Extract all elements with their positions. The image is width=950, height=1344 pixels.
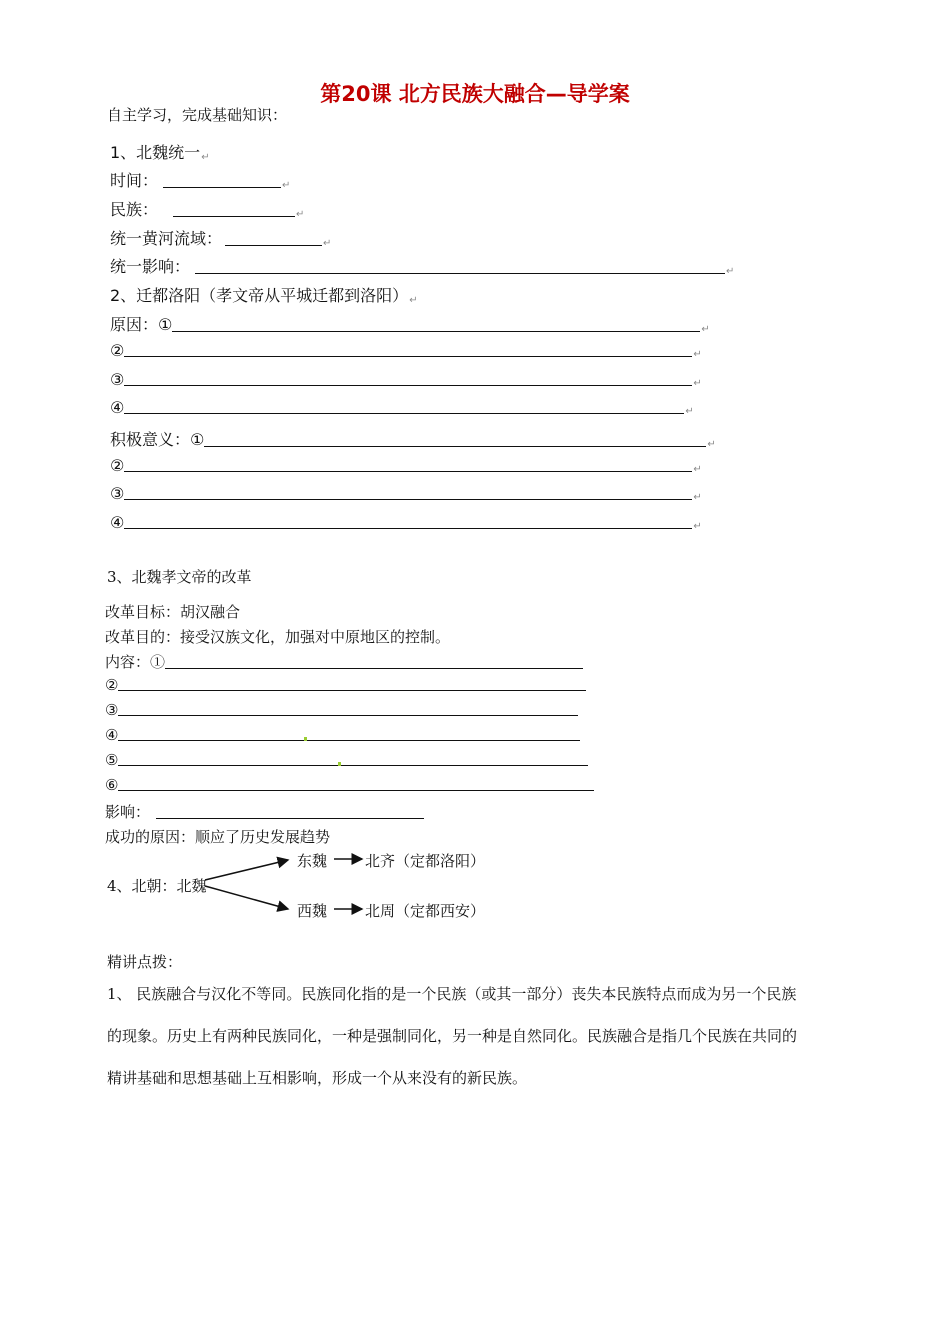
- positive-num-3: ③: [110, 484, 125, 503]
- return-mark: ↵: [693, 492, 702, 503]
- unify-label: 统一黄河流域：: [110, 229, 223, 248]
- return-mark: ↵: [685, 406, 694, 417]
- content-num-4: ④: [105, 726, 119, 744]
- return-mark: ↵: [201, 152, 210, 163]
- time-label: 时间：: [110, 171, 159, 190]
- arrow-to-west-wei: [205, 886, 288, 909]
- west-wei: 西魏: [297, 902, 328, 920]
- scan-mark: [304, 737, 307, 741]
- reason-label: 原因：①: [110, 315, 173, 334]
- section3-heading: 3、北魏孝文帝的改革: [107, 568, 252, 586]
- key-points-paragraph: 1、 民族融合与汉化不等同。民族同化指的是一个民族（或其一部分）丧失本民族特点而成为另一个民族的现象。历史上有两种民族同化，一种是强制同化，另一种是自然同化。民族融合是指几个民族在共同的精讲基础和思想基础上互相影响，形成一个从来没有的新民族。: [107, 985, 798, 1087]
- return-mark: ↵: [726, 266, 735, 277]
- return-mark: ↵: [701, 324, 710, 335]
- reason-num-3: ③: [110, 370, 125, 389]
- return-mark: ↵: [693, 378, 702, 389]
- influence-label: 影响：: [105, 803, 151, 821]
- reform-goal: 改革目标：胡汉融合: [105, 603, 241, 621]
- reform-purpose: 改革目的：接受汉族文化，加强对中原地区的控制。: [105, 628, 451, 646]
- success-reason: 成功的原因：顺应了历史发展趋势: [105, 828, 331, 846]
- positive-num-2: ②: [110, 456, 125, 475]
- impact-label: 统一影响：: [110, 257, 191, 276]
- east-wei: 东魏: [297, 852, 328, 870]
- content-num-3: ③: [105, 701, 119, 719]
- content-num-6: ⑥: [105, 776, 119, 794]
- northern-dynasty-label: 4、北朝：北魏: [107, 877, 207, 895]
- section1-heading-text: 1、北魏统一: [110, 143, 201, 162]
- return-mark: ↵: [693, 464, 702, 475]
- northern-zhou: 北周（定都西安）: [365, 902, 486, 920]
- return-mark: ↵: [693, 521, 702, 532]
- positive-label: 积极意义：①: [110, 430, 205, 449]
- section2-heading-text: 2、迁都洛阳（孝文帝从平城迁都到洛阳）: [110, 286, 409, 305]
- return-mark: ↵: [282, 180, 291, 191]
- reason-num-2: ②: [110, 341, 125, 360]
- ethnic-label: 民族：: [110, 200, 159, 219]
- intro-text: 自主学习，完成基础知识：: [107, 106, 288, 124]
- content-label: 内容：①: [105, 653, 166, 671]
- positive-num-4: ④: [110, 513, 125, 532]
- reason-num-4: ④: [110, 398, 125, 417]
- return-mark: ↵: [707, 439, 716, 450]
- return-mark: ↵: [323, 238, 332, 249]
- return-mark: ↵: [409, 295, 418, 306]
- arrow-to-east-wei: [205, 860, 288, 880]
- northern-qi: 北齐（定都洛阳）: [365, 852, 486, 870]
- content-num-2: ②: [105, 676, 119, 694]
- page-title: 第20课 北方民族大融合—导学案: [320, 82, 630, 106]
- key-points-heading: 精讲点拨：: [107, 953, 183, 971]
- return-mark: ↵: [693, 349, 702, 360]
- return-mark: ↵: [296, 209, 305, 220]
- scan-mark: [338, 762, 341, 766]
- content-num-5: ⑤: [105, 751, 119, 769]
